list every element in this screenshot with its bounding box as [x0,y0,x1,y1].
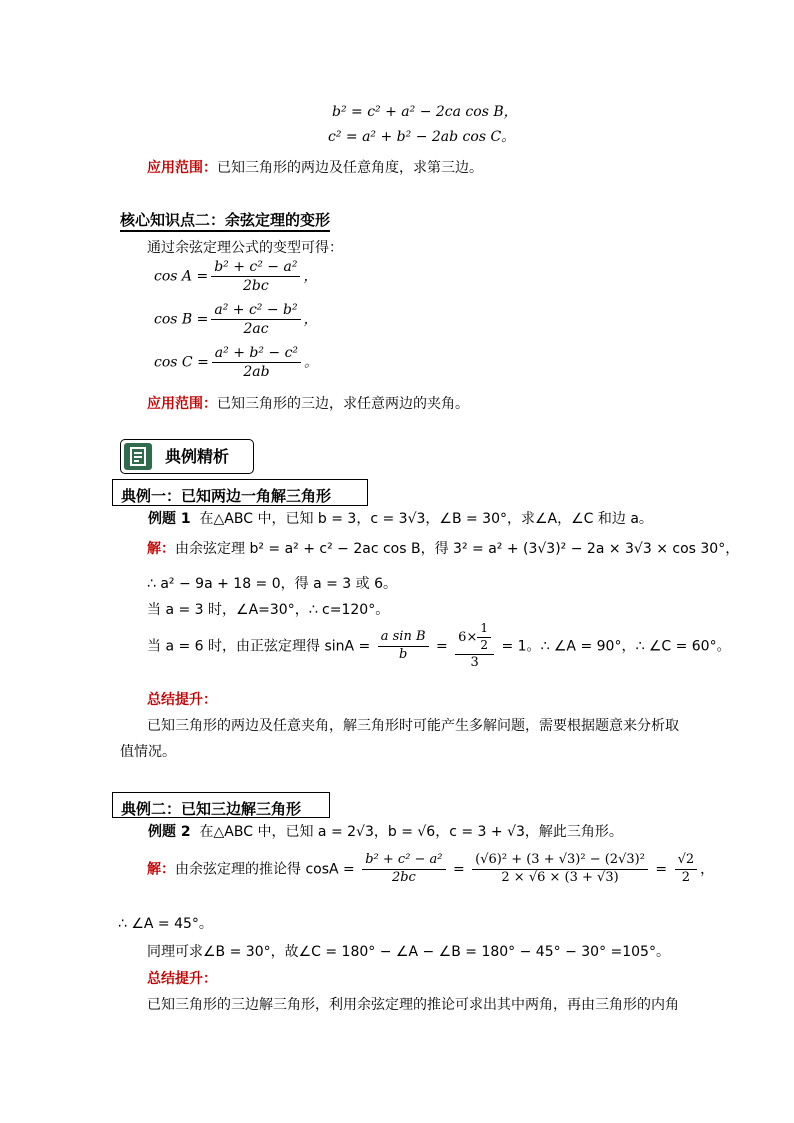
example1-solution-1: 解：由余弦定理 b² = a² + c² − 2ac cos B，得 3² = a² + (3√3)² − 2a × 3√3 × cos 30°， [147,541,740,557]
example2-line2: ∴ ∠A = 45°。 [118,916,213,932]
scope-line-2: 应用范围：已知三角形的三边，求任意两边的夹角。 [147,396,469,412]
example2-header: 典例二：已知三边解三角形 [112,792,330,818]
example2-line3: 同理可求∠B = 30°，故∠C = 180° − ∠A − ∠B = 180° − 45° − 30° =105°。 [147,944,670,960]
example1-summary-label: 总结提升： [147,692,217,708]
section-title: 核心知识点二：余弦定理的变形 [120,211,330,232]
example1-solution-2: ∴ a² − 9a + 18 = 0，得 a = 3 或 6。 [147,576,398,592]
example1-solution-3: 当 a = 3 时，∠A=30°，∴ c=120°。 [147,602,390,618]
example1-header: 典例一：已知两边一角解三角形 [112,479,368,506]
scope-text: 已知三角形的两边及任意角度，求第三边。 [217,160,483,176]
example1-summary-1: 已知三角形的两边及任意夹角，解三角形时可能产生多解问题，需要根据题意来分析取 [147,718,679,734]
document-icon [124,443,152,470]
formula-c2: c² = a² + b² − 2ab cos C。 [328,129,516,145]
formula-cosC: cos C = $\frac{\text{a² + b² − c²}}{2ab}$ 。 [154,345,319,381]
scope-line-1 [147,160,483,177]
example2-solution-1: 解：由余弦定理的推论得 cosA = $\frac{\text{b² + c² − a²}}{2bc}$ = $\frac{\text{(√6)² + (3 + √3)² − (2√3)²}}{2 \times √6 \times (3 + √3)}$ = $\frac{√2}{2}$ ， [147,852,715,885]
example1-summary-2: 值情况。 [120,744,176,760]
formula-cosB: cos B = $\frac{\text{a² + c² − b²}}{2ac}$ ， [154,302,318,338]
formula-cosA: cos A = $\frac{\text{b² + c² − a²}}{2bc}$ ， [154,259,318,295]
example1-solution-4: 当 a = 6 时，由正弦定理得 sinA = $\frac{\text{a sin B}}{b}$ = 6× $\frac{1}{2}$ 3 = 1。∴ ∠A = 90°，∴ ∠C = 60°。 [147,621,731,670]
example-badge [120,439,254,474]
example2-summary-1: 已知三角形的三边解三角形，利用余弦定理的推论可求出其中两角，再由三角形的内角 [147,997,679,1013]
example1-problem: 例题 1 在△ABC 中，已知 b = 3，c = 3√3，∠B = 30°，求∠A，∠C 和边 a。 [148,511,653,527]
example2-problem: 例题 2 在△ABC 中，已知 a = 2√3，b = √6，c = 3 + √3，解此三角形。 [148,824,623,840]
section-intro: 通过余弦定理公式的变型可得： [147,240,343,256]
example2-summary-label: 总结提升： [147,971,217,987]
scope-label: 应用范围： [147,160,217,176]
badge-label: 典例精析 [165,447,230,466]
formula-b2: b² = c² + a² − 2ca cos B， [332,104,518,120]
